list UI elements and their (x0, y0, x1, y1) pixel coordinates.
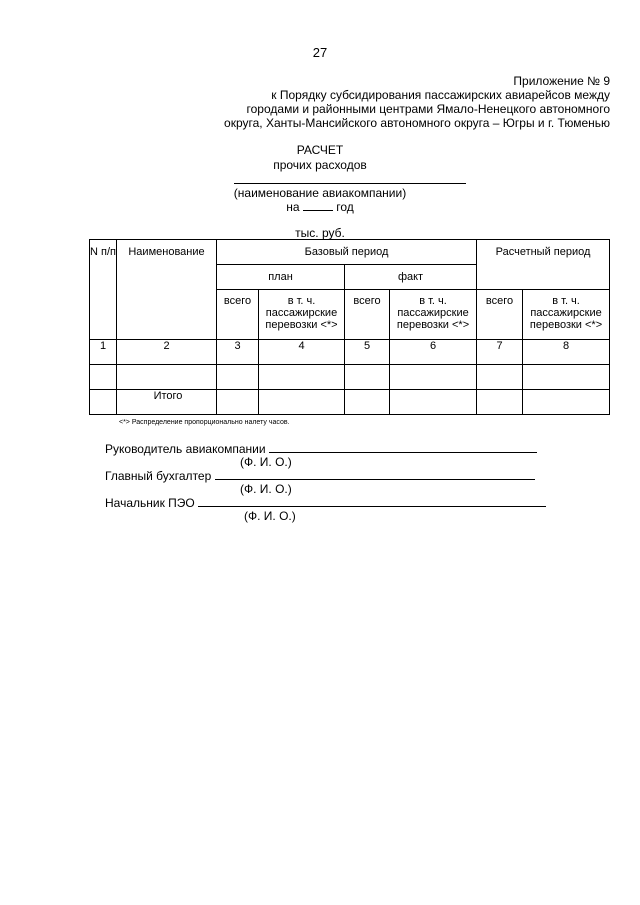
year-prefix: на (286, 200, 300, 214)
signature-line (215, 468, 535, 480)
column-number: 3 (217, 340, 259, 365)
header-row (90, 240, 610, 265)
table-cell (259, 390, 345, 415)
table-cell (390, 365, 477, 390)
header-incl: в т. ч. пассажирские перевозки <*> (390, 290, 477, 340)
appendix-line: к Порядку субсидирования пассажирских авиарейсов между (271, 88, 610, 102)
title-line-2: прочих расходов (273, 158, 367, 172)
fio-caption: (Ф. И. О.) (240, 455, 292, 469)
page-number: 27 (312, 45, 328, 60)
header-total: всего (345, 290, 390, 340)
total-row-label: Итого (117, 390, 217, 415)
appendix-line: округа, Ханты-Мансийского автономного округа – Югры и г. Тюменью (224, 116, 610, 130)
fio-caption: (Ф. И. О.) (244, 509, 296, 523)
appendix-line: городами и районными центрами Ямало-Ненецкого автономного (246, 102, 610, 116)
title-line-1: РАСЧЕТ (296, 143, 344, 157)
table-cell (345, 390, 390, 415)
column-number-row (90, 340, 610, 365)
table-cell (523, 390, 610, 415)
header-total: всего (217, 290, 259, 340)
total-row (90, 390, 610, 415)
year-line (0, 200, 640, 214)
column-number: 1 (90, 340, 117, 365)
signature-head-label: Руководитель авиакомпании (105, 442, 266, 456)
table-cell (217, 365, 259, 390)
table-cell (477, 365, 523, 390)
fio-caption: (Ф. И. О.) (240, 482, 292, 496)
expense-table (89, 239, 610, 415)
table-cell (345, 365, 390, 390)
header-fact: факт (345, 265, 477, 290)
table-cell (117, 365, 217, 390)
table-cell (477, 390, 523, 415)
column-number: 7 (477, 340, 523, 365)
column-number: 4 (259, 340, 345, 365)
document-title (0, 143, 640, 173)
table-cell (390, 390, 477, 415)
footnote: <*> Распределение пропорционально налету часов. (119, 419, 290, 426)
signature-line (269, 441, 537, 453)
signature-peo-label: Начальник ПЭО (105, 496, 195, 510)
units-label: тыс. руб. (295, 226, 345, 240)
company-name-blank (234, 183, 466, 184)
header-calc-period: Расчетный период (477, 240, 610, 290)
appendix-reference (190, 74, 610, 130)
header-num: N п/п (90, 240, 117, 340)
signature-head (105, 441, 537, 456)
signature-peo (105, 495, 546, 510)
year-blank (303, 200, 333, 211)
signature-accountant (105, 468, 535, 483)
table-cell (217, 390, 259, 415)
table-cell (523, 365, 610, 390)
header-base-period: Базовый период (217, 240, 477, 265)
header-total: всего (477, 290, 523, 340)
column-number: 5 (345, 340, 390, 365)
header-incl: в т. ч. пассажирские перевозки <*> (523, 290, 610, 340)
table-cell (259, 365, 345, 390)
table-row (90, 365, 610, 390)
appendix-line: Приложение № 9 (513, 74, 610, 88)
header-plan: план (217, 265, 345, 290)
column-number: 6 (390, 340, 477, 365)
signature-accountant-label: Главный бухгалтер (105, 469, 212, 483)
table-cell (90, 390, 117, 415)
table-cell (90, 365, 117, 390)
year-suffix: год (336, 200, 354, 214)
column-number: 8 (523, 340, 610, 365)
header-incl: в т. ч. пассажирские перевозки <*> (259, 290, 345, 340)
column-number: 2 (117, 340, 217, 365)
company-name-caption: (наименование авиакомпании) (233, 186, 407, 200)
signature-line (198, 495, 546, 507)
header-name: Наименование (117, 240, 217, 340)
